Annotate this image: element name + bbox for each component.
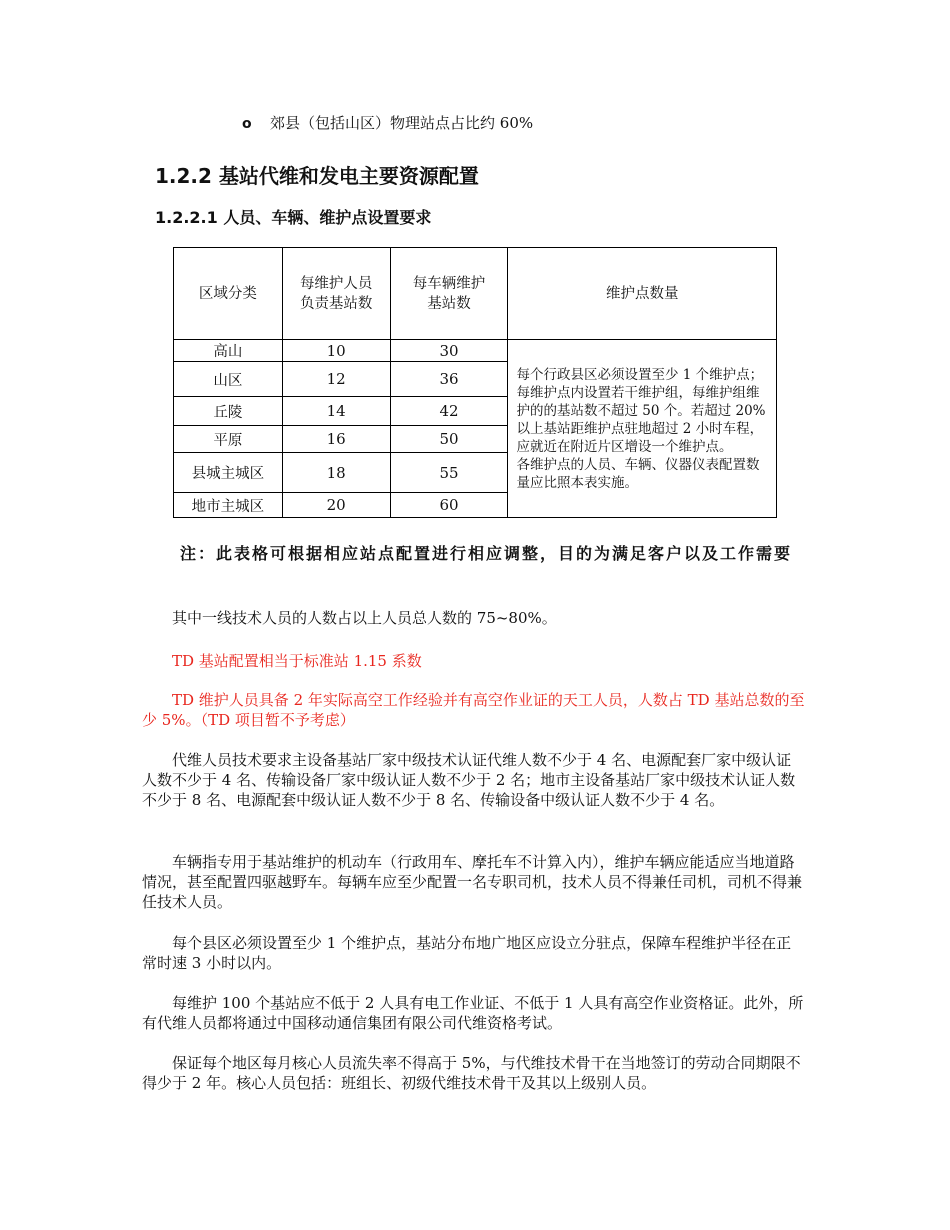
cell-per-person: 14 — [282, 397, 390, 426]
table-note: 注：此表格可根据相应站点配置进行相应调整，目的为满足客户以及工作需要 — [180, 544, 793, 563]
paragraph-certification: 每维护 100 个基站应不低于 2 人具有电工作业证、不低于 1 人具有高空作业资格证。此外，所有代维人员都将通过中国移动通信集团有限公司代维资格考试。 — [142, 994, 804, 1032]
paragraph-vehicles: 车辆指专用于基站维护的机动车（行政用车、摩托车不计算入内），维护车辆应能适应当地道路情况，甚至配置四驱越野车。每辆车应至少配置一名专职司机，技术人员不得兼任司机，司机不得兼任技术人员。 — [142, 853, 803, 911]
bullet-mark: o — [242, 116, 252, 132]
header-per-vehicle: 每车辆维护基站数 — [390, 248, 508, 340]
cell-region: 高山 — [174, 340, 283, 362]
cell-per-vehicle: 42 — [390, 397, 508, 426]
header-maintenance-points: 维护点数量 — [508, 248, 777, 340]
bullet-text: 郊县（包括山区）物理站点占比约 60% — [270, 114, 534, 132]
section-heading: 1.2.2 基站代维和发电主要资源配置 — [155, 164, 479, 188]
paragraph-tech-requirements: 代维人员技术要求主设备基站厂家中级技术认证代维人数不少于 4 名、电源配套厂家中级认证人数不少于 4 名、传输设备厂家中级认证人数不少于 2 名；地市主设备基站厂家中级技术认证人数不少于 8 名、电源配套中级认证人数不少于 8 名、传输设备中级认证人数不少于 4 名。 — [142, 751, 796, 809]
table-header-row — [174, 248, 777, 340]
cell-per-vehicle: 60 — [390, 493, 508, 518]
cell-region: 县城主城区 — [174, 453, 283, 493]
cell-per-vehicle: 55 — [390, 453, 508, 493]
cell-region: 地市主城区 — [174, 493, 283, 518]
cell-per-vehicle: 36 — [390, 362, 508, 397]
cell-per-person: 18 — [282, 453, 390, 493]
note-line-1: 每个行政县区必须设置至少 1 个维护点；每维护点内设置若干维护组，每维护组维护的的基站数不超过 50 个。若超过 20%以上基站距维护点驻地超过 2 小时车程，应就近在附近片区增设一个维护点。 — [516, 366, 766, 455]
cell-region: 山区 — [174, 362, 283, 397]
cell-per-person: 16 — [282, 426, 390, 453]
cell-per-person: 20 — [282, 493, 390, 518]
resource-table — [173, 247, 777, 518]
cell-per-vehicle: 50 — [390, 426, 508, 453]
cell-per-person: 10 — [282, 340, 390, 362]
note-line-2: 各维护点的人员、车辆、仪器仪表配置数量应比照本表实施。 — [516, 456, 760, 491]
header-per-person: 每维护人员负责基站数 — [282, 248, 390, 340]
header-region: 区域分类 — [174, 248, 283, 340]
paragraph-retention: 保证每个地区每月核心人员流失率不得高于 5%，与代维技术骨干在当地签订的劳动合同期限不得少于 2 年。核心人员包括：班组长、初级代维技术骨干及其以上级别人员。 — [142, 1054, 801, 1092]
cell-per-vehicle: 30 — [390, 340, 508, 362]
table-row — [174, 340, 777, 362]
subsection-heading: 1.2.2.1 人员、车辆、维护点设置要求 — [155, 208, 432, 227]
cell-per-person: 12 — [282, 362, 390, 397]
paragraph-maintenance-points: 每个县区必须设置至少 1 个维护点，基站分布地广地区应设立分驻点，保障车程维护半径在正常时速 3 小时以内。 — [142, 934, 792, 972]
cell-region: 平原 — [174, 426, 283, 453]
paragraph-frontline-ratio: 其中一线技术人员的人数占以上人员总人数的 75~80%。 — [172, 609, 557, 627]
cell-maintenance-note — [508, 340, 777, 518]
paragraph-td-staff: TD 维护人员具备 2 年实际高空工作经验并有高空作业证的天工人员，人数占 TD 基站总数的至少 5%。（TD 项目暂不予考虑） — [142, 691, 805, 729]
bullet-item — [242, 113, 533, 134]
paragraph-td-config: TD 基站配置相当于标准站 1.15 系数 — [172, 652, 422, 670]
cell-region: 丘陵 — [174, 397, 283, 426]
